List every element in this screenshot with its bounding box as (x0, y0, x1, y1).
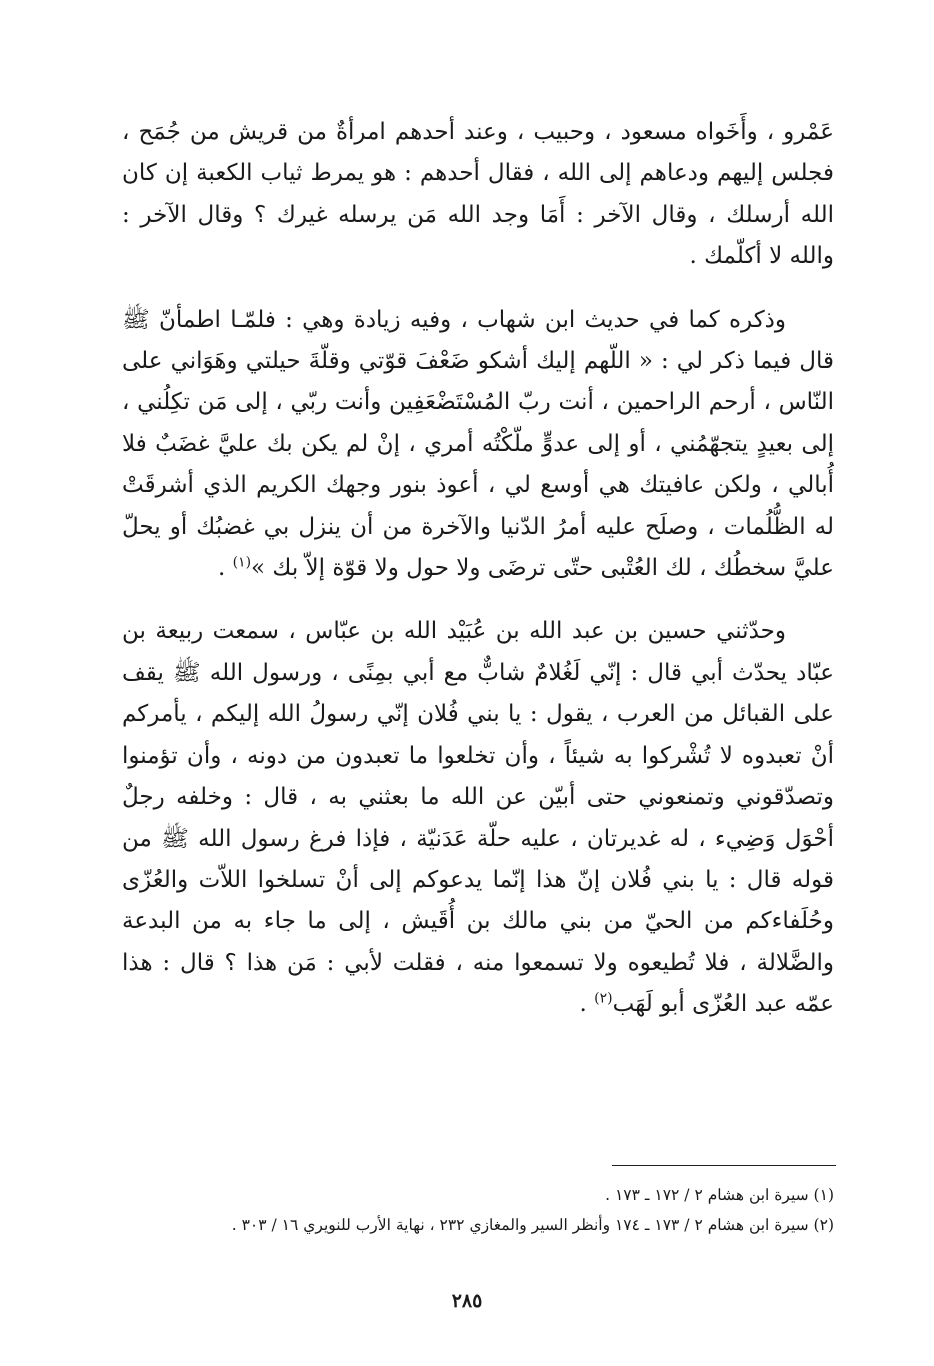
footnote-2: (٢) سيرة ابن هشام ٢ / ١٧٣ ـ ١٧٤ وأنظر السير والمغازي ٢٣٢ ، نهاية الأرب للنويري ١٦ / ٣٠٣ . (231, 1216, 834, 1234)
footnote-ref-1[interactable]: (١) (232, 554, 252, 571)
paragraph-1-text: عَمْرو ، وأَخَواه مسعود ، وحبيب ، وعند أحدهم امرأةٌ من قريش من جُمَح ، فجلس إليهم ودعاهم إلى الله ، فقال أحدهم : هو يمرط ثياب الكعبة إن كان الله أرسلك ، وقال الآخر : أَمَا وجد الله مَن يرسله غيرك ؟ وقال الآخر : والله لا أكلّمك . (122, 119, 834, 270)
paragraph-3-tail: . (579, 991, 595, 1018)
page-number: ٢٨٥ (451, 1290, 483, 1312)
footnote-ref-2[interactable]: (٢) (594, 990, 613, 1007)
paragraph-3-text: وحدّثني حسين بن عبد الله بن عُبَيْد الله بن عبّاس ، سمعت ربيعة بن عبّاد يحدّث أبي قال : إنّي لَغُلامٌ شابٌّ مع أبي بمِنًى ، ورسول الله ﷺ يقف على القبائل من العرب ، يقول : يا بني فُلان إنّي رسولُ الله إليكم ، يأمركم أنْ تعبدوه لا تُشْركوا به شيئاً ، وأن تخلعوا ما تعبدون من دونه ، وأن تؤمنوا وتصدّقوني وتمنعوني حتى أبيّن عن الله ما بعثني به ، قال : وخلفه رجلٌ أحْوَل وَضِيء ، له غديرتان ، عليه حلّة عَدَنيّة ، فإذا فرغ رسول الله ﷺ من قوله قال : يا بني فُلان إنّ هذا إنّما يدعوكم إلى أنْ تسلخوا اللاّت والعُزّى وحُلَفاءكم من الحيّ من بني مالك بن أُقَيش ، إلى ما جاء به من البدعة والضَّلالة ، فلا تُطيعوه ولا تسمعوا منه ، فقلت لأبي : مَن هذا ؟ قال : هذا عمّه عبد العُزّى أبو لَهَب (122, 618, 834, 1018)
paragraph-2 (122, 300, 834, 590)
paragraph-1 (122, 112, 834, 278)
footnotes (122, 1180, 834, 1240)
paragraph-2-tail: . (217, 555, 233, 582)
footnote-divider (612, 1165, 836, 1166)
paragraph-3 (122, 611, 834, 1025)
main-text (122, 112, 834, 1026)
footnote-1: (١) سيرة ابن هشام ٢ / ١٧٢ ـ ١٧٣ . (605, 1186, 834, 1204)
paragraph-2-text: وذكره كما في حديث ابن شهاب ، وفيه زيادة وهي : فلمّـا اطمأنّ ﷺ قال فيما ذكر لي : « اللّهم إليك أشكو ضَعْفَ قوّتي وقلّةَ حيلتي وهَوَاني على النّاس ، أرحم الراحمين ، أنت ربّ المُسْتَضْعَفِين وأنت ربّي ، إلى مَن تكِلُني ، إلى بعيدٍ يتجهّمُني ، أو إلى عدوٍّ ملّكْتُه أمري ، إنْ لم يكن بك عليَّ غضَبٌ فلا أُبالي ، ولكن عافيتك هي أوسع لي ، أعوذ بنور وجهك الكريم الذي أشرقَتْ له الظُّلُمات ، وصلَح عليه أمرُ الدّنيا والآخرة من أن ينزل بي غضبُك أو يحلّ عليَّ سخطُك ، لك العُتْبى حتّى ترضَى ولا حول ولا قوّة إلاّ بك » (122, 306, 834, 582)
